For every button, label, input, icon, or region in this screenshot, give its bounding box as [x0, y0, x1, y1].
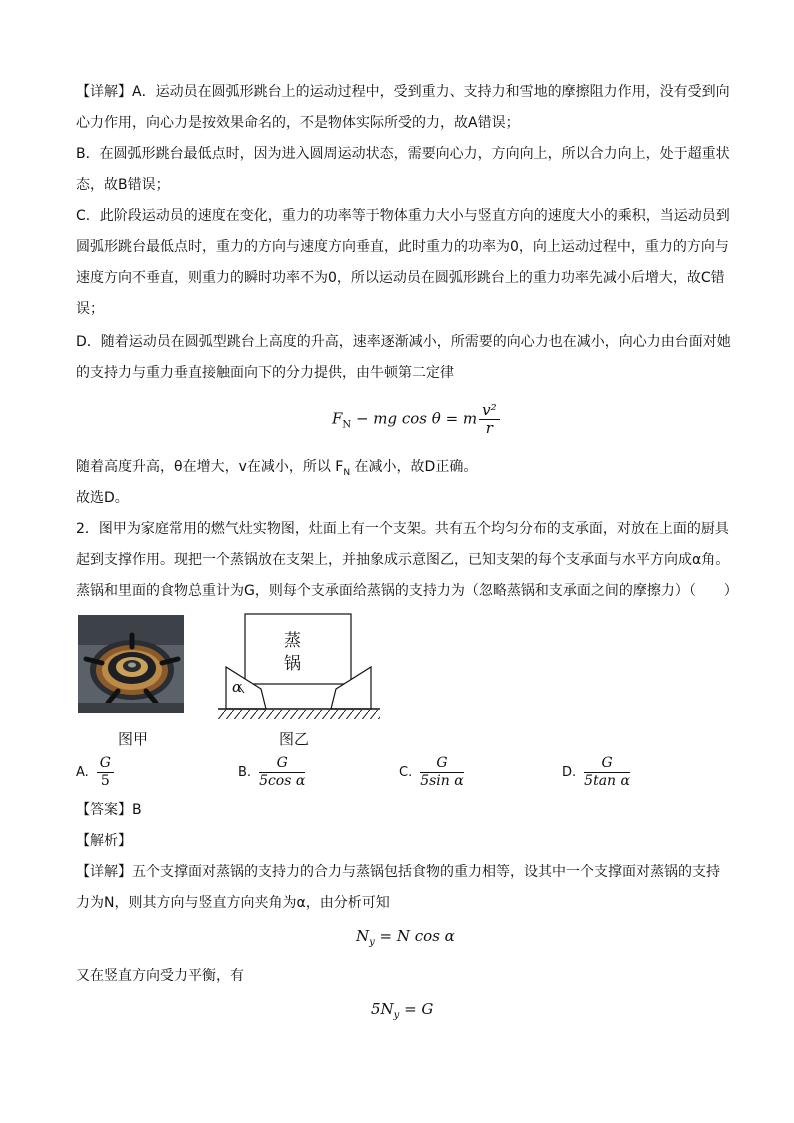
- text-line: 速度方向不垂直，则重力的瞬时功率不为0，所以运动员在圆弧形跳台上的重力功率先减小后增大，故C错: [76, 270, 725, 286]
- text-line: D．随着运动员在圆弧型跳台上高度的升高，速率逐渐减小，所需要的向心力也在减小，向心力由台面对她: [76, 334, 731, 350]
- angle-label: α: [232, 678, 243, 696]
- question-line: 蒸锅和里面的食物总重计为G，则每个支承面给蒸锅的支持力为（忽略蒸锅和支承面之间的摩擦力）（ ）: [76, 583, 738, 599]
- option-a: A. $\frac{G}{5}$: [76, 750, 116, 794]
- equation-balance: $5N_y = G$: [371, 1000, 434, 1021]
- text-line: 的支持力与重力垂直接触面向下的分力提供，由牛顿第二定律: [76, 365, 454, 381]
- text-line: 随着高度升高，θ在增大，v在减小，所以 $F_N$ 在减小，故D正确。: [76, 459, 478, 478]
- text-line: 又在竖直方向受力平衡，有: [76, 968, 244, 984]
- text-line: 误；: [76, 301, 104, 317]
- answer-line: 【答案】B: [76, 802, 142, 818]
- question-line: 2．图甲为家庭常用的燃气灶实物图，灶面上有一个支架。共有五个均匀分布的支承面，对放在上面的厨具: [76, 521, 729, 537]
- pot-label: 锅: [284, 654, 301, 674]
- text-line: 心力作用，向心力是按效果命名的，不是物体实际所受的力，故A错误；: [76, 115, 520, 131]
- option-c: C. $\frac{G}{\text{5sin α}}$: [399, 754, 464, 789]
- pot-label: 蒸: [284, 631, 301, 651]
- equation-newton: $F_N$ − mg cos θ = m $\frac{\text{v²}}{r}$: [332, 402, 502, 437]
- text-line: 【详解】五个支撑面对蒸锅的支持力的合力与蒸锅包括食物的重力相等，设其中一个支撑面对蒸锅的支持: [76, 864, 720, 880]
- text-line: 态，故B错误；: [76, 177, 170, 193]
- figure-caption: 图乙: [279, 730, 310, 748]
- text-line: 故选D。: [76, 490, 129, 506]
- figure-caption: 图甲: [118, 730, 149, 748]
- option-d: D. $\frac{G}{\text{5tan α}}$: [562, 754, 630, 789]
- analysis-heading: 【解析】: [76, 833, 132, 849]
- text-line: 力为N，则其方向与竖直方向夹角为α，由分析可知: [76, 895, 390, 911]
- question-line: 起到支撑作用。现把一个蒸锅放在支架上，并抽象成示意图乙，已知支架的每个支承面与水平方向成α角。: [76, 552, 730, 568]
- text-line: 【详解】A．运动员在圆弧形跳台上的运动过程中，受到重力、支持力和雪地的摩擦阻力作用，没有受到向: [76, 84, 730, 100]
- option-b: B. $\frac{G}{\text{5cos α}}$: [238, 754, 306, 789]
- stove-photo: [78, 615, 184, 713]
- text-line: 圆弧形跳台最低点时，重力的方向与速度方向垂直，此时重力的功率为0，向上运动过程中，重力的方向与: [76, 239, 729, 255]
- equation-ny: $N_y = N$ cos α: [356, 927, 455, 948]
- schematic-diagram: [216, 612, 382, 724]
- text-line: B．在圆弧形跳台最低点时，因为进入圆周运动状态，需要向心力，方向向上，所以合力向上，处于超重状: [76, 146, 730, 162]
- text-line: C．此阶段运动员的速度在变化，重力的功率等于物体重力大小与竖直方向的速度大小的乘积，当运动员到: [76, 208, 730, 224]
